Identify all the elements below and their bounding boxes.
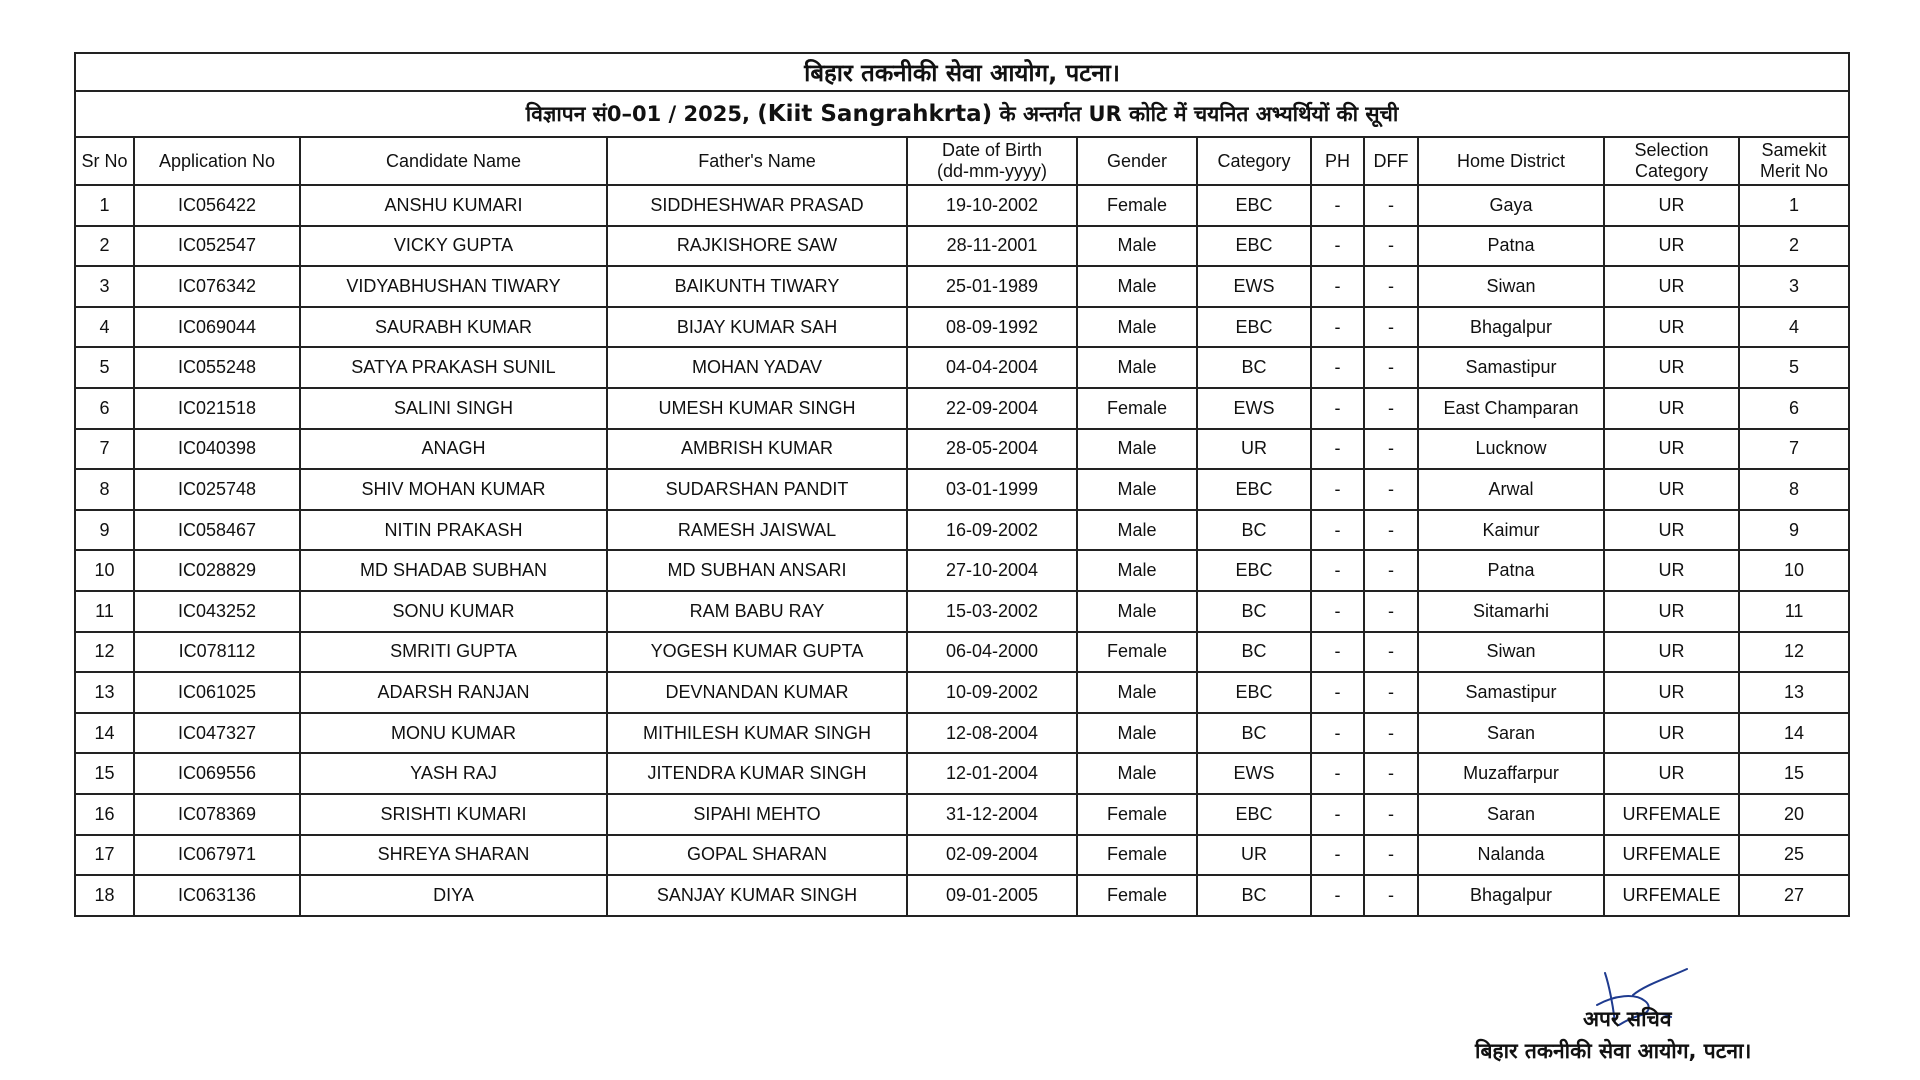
cell-category: BC [1197, 632, 1311, 673]
cell-home-district: East Champaran [1418, 388, 1604, 429]
cell-merit-no: 14 [1739, 713, 1849, 754]
subtitle-suffix: के अन्तर्गत UR कोटि में चयनित अभ्यर्थियों की सूची [999, 102, 1399, 126]
header-dob-line1: Date of Birth [941, 140, 1043, 160]
cell-dff: - [1364, 226, 1418, 267]
cell-dff: - [1364, 469, 1418, 510]
cell-fathers-name: GOPAL SHARAN [607, 835, 907, 876]
cell-selection-category: UR [1604, 672, 1739, 713]
cell-ph: - [1311, 347, 1364, 388]
cell-category: EBC [1197, 794, 1311, 835]
cell-merit-no: 5 [1739, 347, 1849, 388]
cell-category: EWS [1197, 388, 1311, 429]
cell-category: EBC [1197, 672, 1311, 713]
cell-category: BC [1197, 875, 1311, 916]
cell-candidate-name: ADARSH RANJAN [300, 672, 607, 713]
cell-fathers-name: AMBRISH KUMAR [607, 429, 907, 470]
cell-category: BC [1197, 713, 1311, 754]
header-fathers-name: Father's Name [607, 137, 907, 185]
header-application-no: Application No [134, 137, 300, 185]
cell-gender: Male [1077, 429, 1197, 470]
cell-selection-category: UR [1604, 266, 1739, 307]
cell-ph: - [1311, 550, 1364, 591]
cell-ph: - [1311, 266, 1364, 307]
cell-home-district: Sitamarhi [1418, 591, 1604, 632]
cell-fathers-name: SUDARSHAN PANDIT [607, 469, 907, 510]
cell-gender: Male [1077, 307, 1197, 348]
cell-dff: - [1364, 429, 1418, 470]
advertisement-subtitle [75, 91, 1849, 137]
cell-selection-category: UR [1604, 347, 1739, 388]
cell-date-of-birth: 03-01-1999 [907, 469, 1077, 510]
header-samekit-merit-no [1739, 137, 1849, 185]
cell-dff: - [1364, 388, 1418, 429]
cell-fathers-name: MITHILESH KUMAR SINGH [607, 713, 907, 754]
cell-ph: - [1311, 307, 1364, 348]
cell-ph: - [1311, 429, 1364, 470]
cell-home-district: Saran [1418, 713, 1604, 754]
cell-ph: - [1311, 753, 1364, 794]
cell-sr-no: 2 [75, 226, 134, 267]
cell-date-of-birth: 28-11-2001 [907, 226, 1077, 267]
cell-fathers-name: SIDDHESHWAR PRASAD [607, 185, 907, 226]
table-row [75, 632, 1849, 673]
cell-fathers-name: YOGESH KUMAR GUPTA [607, 632, 907, 673]
cell-category: BC [1197, 591, 1311, 632]
cell-ph: - [1311, 672, 1364, 713]
cell-gender: Male [1077, 347, 1197, 388]
cell-home-district: Muzaffarpur [1418, 753, 1604, 794]
commission-title: बिहार तकनीकी सेवा आयोग, पटना। [75, 53, 1849, 91]
cell-gender: Female [1077, 875, 1197, 916]
cell-candidate-name: SMRITI GUPTA [300, 632, 607, 673]
cell-candidate-name: SHIV MOHAN KUMAR [300, 469, 607, 510]
cell-candidate-name: SALINI SINGH [300, 388, 607, 429]
cell-selection-category: UR [1604, 226, 1739, 267]
cell-fathers-name: RAJKISHORE SAW [607, 226, 907, 267]
cell-fathers-name: SANJAY KUMAR SINGH [607, 875, 907, 916]
cell-candidate-name: SHREYA SHARAN [300, 835, 607, 876]
cell-application-no: IC043252 [134, 591, 300, 632]
cell-merit-no: 12 [1739, 632, 1849, 673]
cell-home-district: Patna [1418, 226, 1604, 267]
cell-application-no: IC021518 [134, 388, 300, 429]
cell-category: BC [1197, 510, 1311, 551]
cell-application-no: IC063136 [134, 875, 300, 916]
cell-merit-no: 15 [1739, 753, 1849, 794]
cell-gender: Female [1077, 835, 1197, 876]
cell-application-no: IC028829 [134, 550, 300, 591]
cell-dff: - [1364, 875, 1418, 916]
header-dob-line2: (dd-mm-yyyy) [937, 161, 1047, 181]
cell-application-no: IC076342 [134, 266, 300, 307]
cell-dff: - [1364, 510, 1418, 551]
cell-merit-no: 2 [1739, 226, 1849, 267]
cell-gender: Male [1077, 510, 1197, 551]
cell-merit-no: 4 [1739, 307, 1849, 348]
cell-selection-category: UR [1604, 550, 1739, 591]
cell-gender: Female [1077, 794, 1197, 835]
cell-date-of-birth: 12-01-2004 [907, 753, 1077, 794]
cell-application-no: IC061025 [134, 672, 300, 713]
table-row [75, 226, 1849, 267]
header-ph: PH [1311, 137, 1364, 185]
cell-gender: Male [1077, 226, 1197, 267]
cell-merit-no: 6 [1739, 388, 1849, 429]
cell-home-district: Kaimur [1418, 510, 1604, 551]
header-date-of-birth [907, 137, 1077, 185]
cell-dff: - [1364, 550, 1418, 591]
header-sr-no: Sr No [75, 137, 134, 185]
cell-sr-no: 18 [75, 875, 134, 916]
cell-date-of-birth: 10-09-2002 [907, 672, 1077, 713]
table-row [75, 794, 1849, 835]
cell-ph: - [1311, 875, 1364, 916]
cell-sr-no: 1 [75, 185, 134, 226]
cell-gender: Male [1077, 753, 1197, 794]
cell-date-of-birth: 27-10-2004 [907, 550, 1077, 591]
cell-application-no: IC025748 [134, 469, 300, 510]
cell-sr-no: 10 [75, 550, 134, 591]
cell-sr-no: 4 [75, 307, 134, 348]
cell-home-district: Samastipur [1418, 672, 1604, 713]
header-selection-line2: Category [1634, 161, 1709, 181]
table-row [75, 429, 1849, 470]
cell-date-of-birth: 12-08-2004 [907, 713, 1077, 754]
cell-candidate-name: SONU KUMAR [300, 591, 607, 632]
cell-ph: - [1311, 632, 1364, 673]
cell-date-of-birth: 22-09-2004 [907, 388, 1077, 429]
cell-ph: - [1311, 713, 1364, 754]
cell-category: EBC [1197, 185, 1311, 226]
cell-dff: - [1364, 794, 1418, 835]
cell-fathers-name: MOHAN YADAV [607, 347, 907, 388]
subtitle-row [75, 91, 1849, 137]
cell-ph: - [1311, 510, 1364, 551]
header-candidate-name: Candidate Name [300, 137, 607, 185]
cell-dff: - [1364, 307, 1418, 348]
cell-candidate-name: DIYA [300, 875, 607, 916]
cell-gender: Male [1077, 550, 1197, 591]
cell-dff: - [1364, 835, 1418, 876]
cell-sr-no: 14 [75, 713, 134, 754]
cell-selection-category: UR [1604, 307, 1739, 348]
merit-list-sheet [74, 52, 1848, 917]
cell-fathers-name: RAM BABU RAY [607, 591, 907, 632]
cell-application-no: IC078369 [134, 794, 300, 835]
header-selection-category [1604, 137, 1739, 185]
cell-application-no: IC055248 [134, 347, 300, 388]
cell-category: EWS [1197, 753, 1311, 794]
cell-merit-no: 7 [1739, 429, 1849, 470]
cell-candidate-name: VIDYABHUSHAN TIWARY [300, 266, 607, 307]
cell-dff: - [1364, 632, 1418, 673]
cell-dff: - [1364, 672, 1418, 713]
cell-sr-no: 12 [75, 632, 134, 673]
table-row [75, 550, 1849, 591]
cell-date-of-birth: 09-01-2005 [907, 875, 1077, 916]
title-row [75, 53, 1849, 91]
cell-gender: Female [1077, 185, 1197, 226]
cell-home-district: Gaya [1418, 185, 1604, 226]
cell-selection-category: URFEMALE [1604, 794, 1739, 835]
header-gender: Gender [1077, 137, 1197, 185]
table-row [75, 875, 1849, 916]
cell-home-district: Lucknow [1418, 429, 1604, 470]
table-row [75, 266, 1849, 307]
cell-date-of-birth: 04-04-2004 [907, 347, 1077, 388]
cell-sr-no: 5 [75, 347, 134, 388]
cell-date-of-birth: 06-04-2000 [907, 632, 1077, 673]
cell-sr-no: 6 [75, 388, 134, 429]
cell-date-of-birth: 25-01-1989 [907, 266, 1077, 307]
table-row [75, 307, 1849, 348]
table-row [75, 753, 1849, 794]
header-dff: DFF [1364, 137, 1418, 185]
cell-gender: Male [1077, 469, 1197, 510]
cell-sr-no: 17 [75, 835, 134, 876]
cell-candidate-name: ANAGH [300, 429, 607, 470]
cell-fathers-name: BAIKUNTH TIWARY [607, 266, 907, 307]
cell-home-district: Patna [1418, 550, 1604, 591]
table-row [75, 713, 1849, 754]
cell-merit-no: 9 [1739, 510, 1849, 551]
cell-selection-category: UR [1604, 632, 1739, 673]
signatory-organisation: बिहार तकनीकी सेवा आयोग, पटना। [1475, 1039, 1752, 1063]
cell-candidate-name: SAURABH KUMAR [300, 307, 607, 348]
cell-fathers-name: BIJAY KUMAR SAH [607, 307, 907, 348]
cell-home-district: Siwan [1418, 632, 1604, 673]
cell-home-district: Saran [1418, 794, 1604, 835]
cell-dff: - [1364, 266, 1418, 307]
cell-date-of-birth: 08-09-1992 [907, 307, 1077, 348]
signatory-designation: अपर सचिव [1583, 1007, 1672, 1031]
header-selection-line1: Selection [1634, 140, 1709, 160]
cell-selection-category: UR [1604, 185, 1739, 226]
signature-block [1475, 965, 1895, 1065]
cell-candidate-name: VICKY GUPTA [300, 226, 607, 267]
cell-merit-no: 13 [1739, 672, 1849, 713]
column-header-row [75, 137, 1849, 185]
cell-application-no: IC069044 [134, 307, 300, 348]
cell-candidate-name: SATYA PRAKASH SUNIL [300, 347, 607, 388]
table-row [75, 347, 1849, 388]
cell-dff: - [1364, 347, 1418, 388]
cell-ph: - [1311, 185, 1364, 226]
cell-merit-no: 10 [1739, 550, 1849, 591]
cell-application-no: IC058467 [134, 510, 300, 551]
cell-candidate-name: ANSHU KUMARI [300, 185, 607, 226]
cell-selection-category: UR [1604, 388, 1739, 429]
cell-selection-category: URFEMALE [1604, 835, 1739, 876]
cell-ph: - [1311, 835, 1364, 876]
table-row [75, 510, 1849, 551]
cell-candidate-name: NITIN PRAKASH [300, 510, 607, 551]
header-merit-line2: Merit No [1760, 161, 1829, 181]
cell-candidate-name: MONU KUMAR [300, 713, 607, 754]
cell-ph: - [1311, 469, 1364, 510]
cell-sr-no: 9 [75, 510, 134, 551]
cell-date-of-birth: 31-12-2004 [907, 794, 1077, 835]
selected-candidates-table [74, 52, 1850, 917]
cell-selection-category: UR [1604, 591, 1739, 632]
cell-candidate-name: YASH RAJ [300, 753, 607, 794]
header-merit-line1: Samekit [1761, 140, 1827, 160]
cell-application-no: IC069556 [134, 753, 300, 794]
cell-date-of-birth: 19-10-2002 [907, 185, 1077, 226]
cell-application-no: IC047327 [134, 713, 300, 754]
cell-selection-category: UR [1604, 510, 1739, 551]
table-row [75, 835, 1849, 876]
cell-sr-no: 13 [75, 672, 134, 713]
cell-category: EBC [1197, 550, 1311, 591]
cell-dff: - [1364, 591, 1418, 632]
table-body [75, 185, 1849, 916]
cell-ph: - [1311, 591, 1364, 632]
cell-gender: Male [1077, 713, 1197, 754]
cell-category: EBC [1197, 307, 1311, 348]
cell-gender: Female [1077, 388, 1197, 429]
cell-category: UR [1197, 835, 1311, 876]
cell-ph: - [1311, 226, 1364, 267]
cell-fathers-name: DEVNANDAN KUMAR [607, 672, 907, 713]
cell-ph: - [1311, 794, 1364, 835]
post-name: (Kiit Sangrahkrta) [757, 101, 993, 127]
cell-dff: - [1364, 753, 1418, 794]
cell-merit-no: 25 [1739, 835, 1849, 876]
cell-merit-no: 3 [1739, 266, 1849, 307]
cell-home-district: Siwan [1418, 266, 1604, 307]
cell-application-no: IC056422 [134, 185, 300, 226]
cell-selection-category: UR [1604, 429, 1739, 470]
cell-fathers-name: JITENDRA KUMAR SINGH [607, 753, 907, 794]
cell-dff: - [1364, 713, 1418, 754]
cell-home-district: Bhagalpur [1418, 307, 1604, 348]
header-category: Category [1197, 137, 1311, 185]
cell-home-district: Bhagalpur [1418, 875, 1604, 916]
cell-fathers-name: MD SUBHAN ANSARI [607, 550, 907, 591]
cell-fathers-name: SIPAHI MEHTO [607, 794, 907, 835]
cell-merit-no: 11 [1739, 591, 1849, 632]
cell-gender: Male [1077, 266, 1197, 307]
cell-dff: - [1364, 185, 1418, 226]
cell-gender: Male [1077, 672, 1197, 713]
cell-category: UR [1197, 429, 1311, 470]
cell-sr-no: 7 [75, 429, 134, 470]
cell-home-district: Nalanda [1418, 835, 1604, 876]
cell-merit-no: 20 [1739, 794, 1849, 835]
table-row [75, 388, 1849, 429]
table-row [75, 591, 1849, 632]
cell-fathers-name: RAMESH JAISWAL [607, 510, 907, 551]
cell-sr-no: 15 [75, 753, 134, 794]
cell-application-no: IC052547 [134, 226, 300, 267]
table-row [75, 185, 1849, 226]
cell-home-district: Arwal [1418, 469, 1604, 510]
cell-selection-category: URFEMALE [1604, 875, 1739, 916]
cell-date-of-birth: 16-09-2002 [907, 510, 1077, 551]
cell-selection-category: UR [1604, 469, 1739, 510]
cell-date-of-birth: 28-05-2004 [907, 429, 1077, 470]
header-home-district: Home District [1418, 137, 1604, 185]
cell-date-of-birth: 02-09-2004 [907, 835, 1077, 876]
cell-merit-no: 27 [1739, 875, 1849, 916]
cell-sr-no: 16 [75, 794, 134, 835]
cell-home-district: Samastipur [1418, 347, 1604, 388]
cell-category: EBC [1197, 469, 1311, 510]
table-row [75, 469, 1849, 510]
cell-ph: - [1311, 388, 1364, 429]
cell-candidate-name: MD SHADAB SUBHAN [300, 550, 607, 591]
cell-application-no: IC040398 [134, 429, 300, 470]
cell-date-of-birth: 15-03-2002 [907, 591, 1077, 632]
cell-category: EWS [1197, 266, 1311, 307]
cell-gender: Male [1077, 591, 1197, 632]
subtitle-prefix: विज्ञापन सं0–01 / 2025, [525, 102, 750, 126]
table-row [75, 672, 1849, 713]
cell-merit-no: 1 [1739, 185, 1849, 226]
cell-sr-no: 8 [75, 469, 134, 510]
cell-category: BC [1197, 347, 1311, 388]
cell-application-no: IC078112 [134, 632, 300, 673]
cell-category: EBC [1197, 226, 1311, 267]
cell-application-no: IC067971 [134, 835, 300, 876]
cell-gender: Female [1077, 632, 1197, 673]
cell-sr-no: 3 [75, 266, 134, 307]
cell-sr-no: 11 [75, 591, 134, 632]
cell-fathers-name: UMESH KUMAR SINGH [607, 388, 907, 429]
cell-candidate-name: SRISHTI KUMARI [300, 794, 607, 835]
cell-selection-category: UR [1604, 713, 1739, 754]
cell-merit-no: 8 [1739, 469, 1849, 510]
cell-selection-category: UR [1604, 753, 1739, 794]
